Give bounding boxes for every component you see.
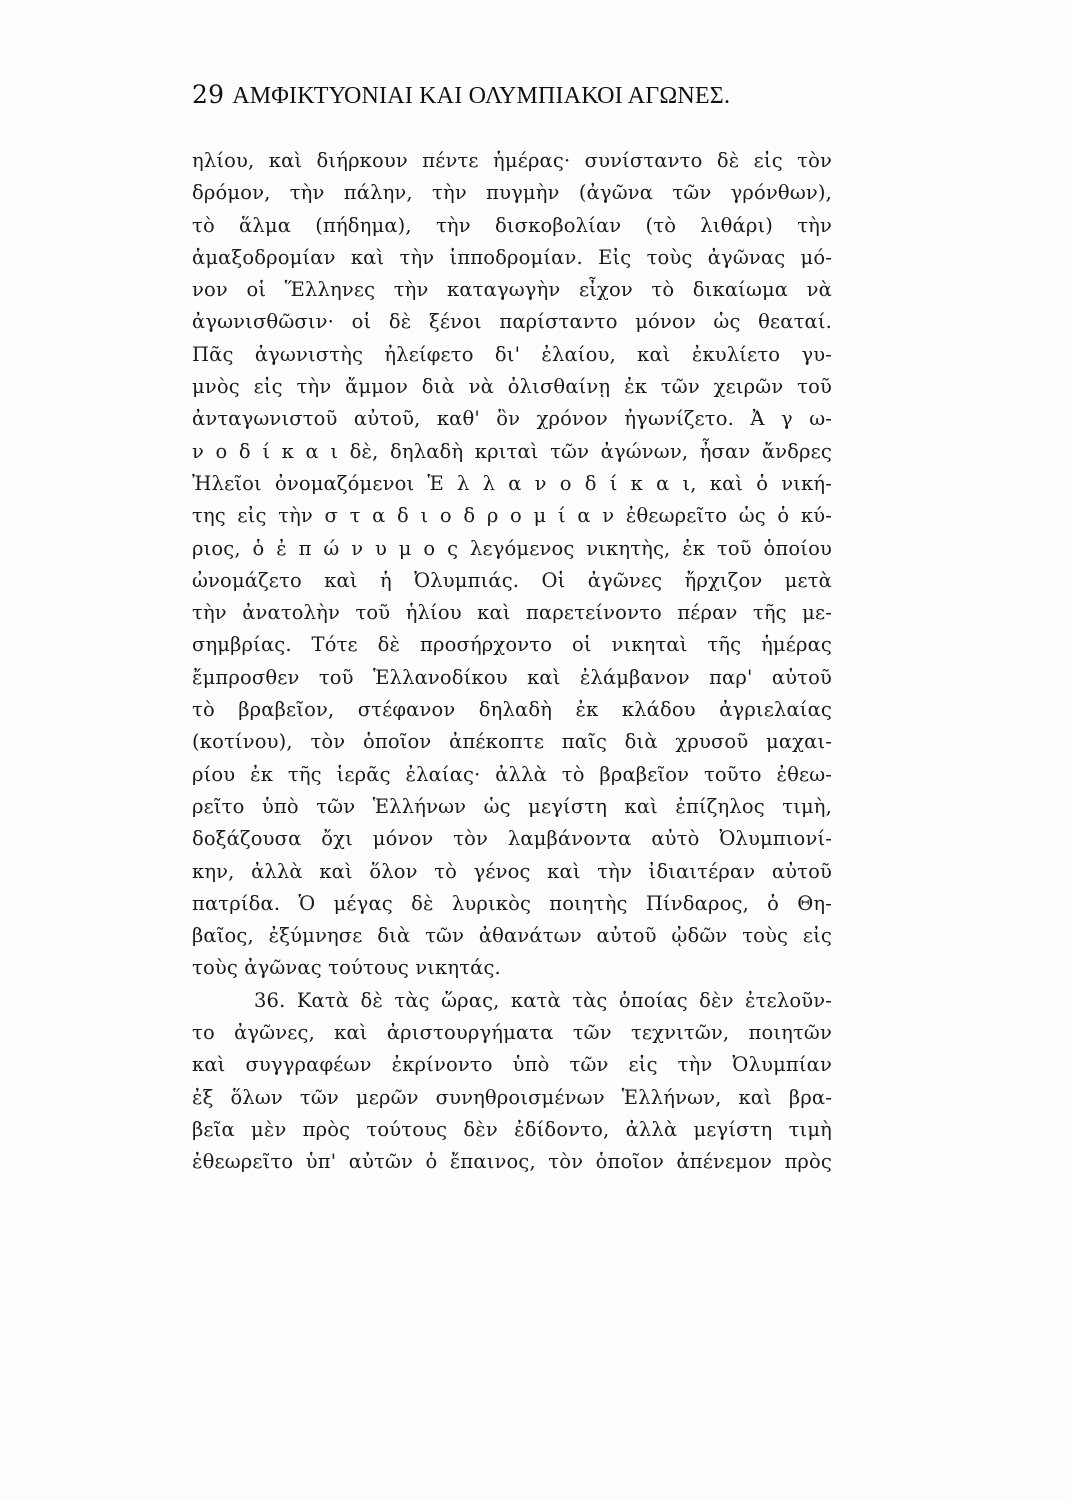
text-line: τὸ ἅλμα (πήδημα), τὴν δισκοβολίαν (τὸ λιθάρι) τὴν — [192, 213, 832, 237]
body-text — [192, 145, 832, 1179]
text-line: καὶ συγγραφέων ἐκρίνοντο ὑπὸ τῶν εἰς τὴν Ὀλυμπίαν — [192, 1053, 832, 1077]
text-line: βαῖος, ἐξύμνησε διὰ τῶν ἀθανάτων αὐτοῦ ᾠδῶν τοὺς εἰς — [192, 924, 832, 948]
page-number: 29 — [192, 80, 225, 109]
text-line: μνὸς εἰς τὴν ἄμμον διὰ νὰ ὀλισθαίνῃ ἐκ τῶν χειρῶν τοῦ — [192, 375, 832, 399]
text-line: ἐξ ὅλων τῶν μερῶν συνηθροισμένων Ἑλλήνων, καὶ βρα- — [192, 1085, 832, 1109]
text-line: ἐθεωρεῖτο ὑπ' αὐτῶν ὁ ἔπαινος, τὸν ὁποῖον ἀπένεμον πρὸς — [192, 1150, 832, 1174]
text-line: ἔμπροσθεν τοῦ Ἑλλανοδίκου καὶ ἐλάμβανον παρ' αὐτοῦ — [192, 665, 832, 689]
text-line: ν ο δ ί κ α ι δὲ, δηλαδὴ κριταὶ τῶν ἀγώνων, ἦσαν ἄνδρες — [192, 439, 832, 463]
text-line: (κοτίνου), τὸν ὁποῖον ἀπέκοπτε παῖς διὰ χρυσοῦ μαχαι- — [192, 730, 832, 754]
text-line: Ἠλεῖοι ὀνομαζόμενοι Ἑ λ λ α ν ο δ ί κ α ι, καὶ ὁ νική- — [192, 471, 832, 495]
text-line: ἀγωνισθῶσιν· οἱ δὲ ξένοι παρίσταντο μόνον ὡς θεαταί. — [192, 310, 832, 334]
text-line: ηλίου, καὶ διήρκουν πέντε ἡμέρας· συνίσταντο δὲ εἰς τὸν — [192, 149, 832, 172]
text-line: ριος, ὁ ἐ π ώ ν υ μ ο ς λεγόμενος νικητὴς, ἐκ τοῦ ὁποίου — [192, 536, 832, 560]
text-line: βεῖα μὲν πρὸς τούτους δὲν ἐδίδοντο, ἀλλὰ μεγίστη τιμὴ — [192, 1117, 832, 1141]
text-line: ὠνομάζετο καὶ ἡ Ὀλυμπιάς. Οἱ ἀγῶνες ἤρχιζον μετὰ — [192, 568, 832, 592]
running-head — [192, 80, 832, 110]
text-line: Πᾶς ἀγωνιστὴς ἠλείφετο δι' ἐλαίου, καὶ ἐκυλίετο γυ- — [192, 342, 832, 366]
text-line: τὸ βραβεῖον, στέφανον δηλαδὴ ἐκ κλάδου ἀγριελαίας — [192, 698, 832, 722]
text-line: ρίου ἐκ τῆς ἱερᾶς ἐλαίας· ἀλλὰ τὸ βραβεῖον τοῦτο ἐθεω- — [192, 762, 832, 786]
text-line: 36. Κατὰ δὲ τὰς ὥρας, κατὰ τὰς ὁποίας δὲν ἐτελοῦν- — [254, 988, 832, 1012]
text-line: τὴν ἀνατολὴν τοῦ ἡλίου καὶ παρετείνοντο πέραν τῆς με- — [192, 601, 832, 625]
text-line: τοὺς ἀγῶνας τούτους νικητάς. — [192, 956, 501, 980]
text-line: πατρίδα. Ὁ μέγας δὲ λυρικὸς ποιητὴς Πίνδαρος, ὁ Θη- — [192, 891, 832, 915]
text-line: δρόμον, τὴν πάλην, τὴν πυγμὴν (ἀγῶνα τῶν γρόνθων), — [192, 181, 832, 205]
text-line: κην, ἀλλὰ καὶ ὅλον τὸ γένος καὶ τὴν ἰδιαιτέραν αὐτοῦ — [192, 859, 832, 883]
text-line: το ἀγῶνες, καὶ ἀριστουργήματα τῶν τεχνιτῶν, ποιητῶν — [192, 1021, 832, 1045]
text-line: νον οἱ Ἕλληνες τὴν καταγωγὴν εἶχον τὸ δικαίωμα νὰ — [192, 278, 832, 302]
text-line: ἁμαξοδρομίαν καὶ τὴν ἱπποδρομίαν. Εἰς τοὺς ἀγῶνας μό- — [192, 245, 832, 269]
page-title: ΑΜΦΙΚΤΥΟΝΙΑΙ ΚΑΙ ΟΛΥΜΠΙΑΚΟΙ ΑΓΩΝΕΣ. — [232, 83, 731, 109]
text-line: της εἰς τὴν σ τ α δ ι ο δ ρ ο μ ί α ν ἐθεωρεῖτο ὡς ὁ κύ- — [192, 504, 832, 528]
text-line: σημβρίας. Τότε δὲ προσήρχοντο οἱ νικηταὶ τῆς ἡμέρας — [192, 633, 832, 657]
text-line: ρεῖτο ὑπὸ τῶν Ἑλλήνων ὡς μεγίστη καὶ ἐπίζηλος τιμὴ, — [192, 794, 832, 818]
text-line: δοξάζουσα ὄχι μόνον τὸν λαμβάνοντα αὐτὸ Ὀλυμπιονί- — [192, 827, 832, 851]
text-line: ἀνταγωνιστοῦ αὐτοῦ, καθ' ὃν χρόνον ἠγωνίζετο. Ἀ γ ω- — [192, 407, 832, 431]
